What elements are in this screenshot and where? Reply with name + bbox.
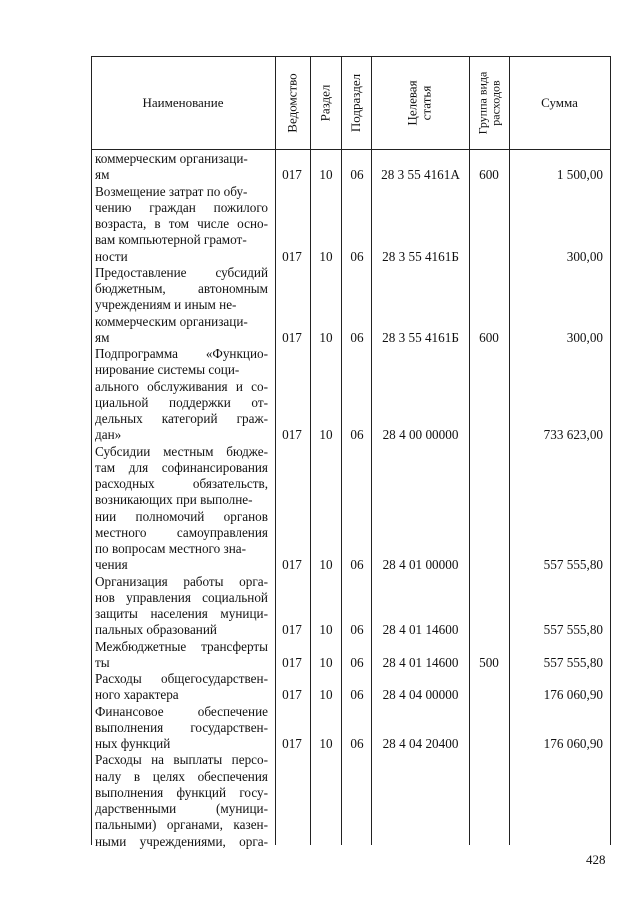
header-razdel	[310, 56, 341, 149]
name-line: пальных образований	[95, 622, 217, 638]
budget-table	[91, 56, 611, 849]
header-celevaya-line1: Целевая	[404, 79, 420, 126]
name-line: Расходы на выплаты персо-	[95, 752, 268, 768]
celevaya-value: 28 4 01 14600	[382, 622, 459, 638]
name-line: нирование системы соци-	[95, 362, 240, 378]
name-line: чению граждан пожилого	[95, 199, 268, 215]
name-line: по вопросам местного зна-	[95, 541, 247, 556]
summa-value: 300,00	[566, 248, 603, 264]
name-line: ям	[95, 167, 110, 183]
name-line: защиты населения муници-	[95, 606, 268, 621]
celevaya-value: 28 4 04 20400	[382, 736, 459, 751]
column-divider	[91, 56, 92, 845]
name-line: возраста, в том числе осно-	[95, 216, 268, 231]
razdel-value: 10	[319, 654, 333, 670]
podrazdel-value: 06	[350, 654, 364, 670]
podrazdel-value: 06	[350, 329, 364, 345]
name-line: Расходы общегосударствен-	[95, 671, 268, 686]
razdel-value: 10	[319, 557, 333, 573]
celevaya-value: 28 4 01 14600	[382, 654, 459, 670]
name-line: там для софинансирования	[95, 459, 268, 475]
vedomstvo-value: 017	[282, 654, 302, 670]
celevaya-value: 28 3 55 4161А	[381, 167, 460, 183]
vedomstvo-value: 017	[282, 427, 302, 443]
header-bottom-border	[91, 149, 611, 150]
header-summa	[509, 56, 610, 149]
podrazdel-value: 06	[350, 427, 364, 443]
name-line: Субсидии местным бюдже-	[95, 443, 268, 459]
page-number: 428	[586, 852, 606, 867]
name-line: пальными) органами, казен-	[95, 817, 268, 833]
gruppa-value: 600	[479, 167, 499, 183]
name-line: нии полномочий органов	[95, 508, 268, 524]
name-line: возникающих при выполне-	[95, 492, 253, 508]
vedomstvo-value: 017	[282, 622, 302, 638]
summa-value: 733 623,00	[543, 427, 603, 443]
name-line: коммерческим организаци-	[95, 151, 248, 166]
gruppa-value: 500	[479, 654, 499, 670]
column-divider	[610, 56, 611, 845]
name-line: Предоставление субсидий	[95, 264, 268, 280]
header-celevaya-label	[406, 80, 434, 125]
header-celevaya-line2: статья	[418, 85, 434, 120]
header-podrazdel-label: Подраздел	[348, 73, 364, 132]
summa-value: 557 555,80	[543, 557, 603, 573]
name-line: ям	[95, 329, 110, 345]
vedomstvo-value: 017	[282, 329, 302, 345]
name-line: циальной поддержки от-	[95, 394, 268, 410]
name-line: ными учреждениями, орга-	[95, 833, 268, 849]
celevaya-value: 28 3 55 4161Б	[382, 248, 459, 264]
name-line: расходных обязательств,	[95, 476, 268, 491]
vedomstvo-value: 017	[282, 248, 302, 264]
vedomstvo-value: 017	[282, 687, 302, 703]
name-line: дан»	[95, 427, 122, 443]
vedomstvo-value: 017	[282, 557, 302, 573]
header-gruppa	[469, 56, 509, 149]
celevaya-value: 28 3 55 4161Б	[382, 329, 459, 345]
vedomstvo-value: 017	[282, 167, 302, 183]
podrazdel-value: 06	[350, 736, 364, 751]
summa-value: 176 060,90	[543, 687, 603, 703]
header-name-label: Наименование	[142, 94, 224, 110]
podrazdel-value: 06	[350, 248, 364, 264]
name-line: ты	[95, 654, 110, 670]
razdel-value: 10	[319, 622, 333, 638]
celevaya-value: 28 4 01 00000	[382, 557, 459, 573]
name-line: дельных категорий граж-	[95, 411, 268, 426]
header-summa-label: Сумма	[541, 94, 578, 110]
razdel-value: 10	[319, 329, 333, 345]
header-gruppa-label	[476, 71, 502, 134]
name-line: Финансовое обеспечение	[95, 703, 268, 719]
name-line: Межбюджетные трансферты	[95, 638, 268, 654]
razdel-value: 10	[319, 248, 333, 264]
header-razdel-label: Раздел	[317, 84, 333, 121]
name-line: ности	[95, 248, 128, 264]
header-vedomstvo-label: Ведомство	[284, 72, 300, 133]
name-line: бюджетным, автономным	[95, 281, 268, 296]
name-line: вам компьютерной грамот-	[95, 232, 247, 248]
name-line: ного характера	[95, 687, 179, 703]
name-line: выполнения функций госу-	[95, 784, 268, 800]
summa-value: 1 500,00	[556, 167, 603, 183]
header-vedomstvo	[275, 56, 310, 149]
name-line: чения	[95, 557, 128, 573]
summa-value: 557 555,80	[543, 622, 603, 638]
celevaya-value: 28 4 04 00000	[382, 687, 459, 703]
vedomstvo-value: 017	[282, 736, 302, 751]
name-line: ального обслуживания и со-	[95, 378, 268, 394]
name-line: коммерческим организаци-	[95, 313, 248, 329]
podrazdel-value: 06	[350, 167, 364, 183]
name-line: выполнения государствен-	[95, 719, 268, 735]
razdel-value: 10	[319, 167, 333, 183]
razdel-value: 10	[319, 736, 333, 751]
header-podrazdel	[341, 56, 371, 149]
name-line: Подпрограмма «Функцио-	[95, 346, 268, 361]
name-line: Возмещение затрат по обу-	[95, 183, 248, 199]
name-line: нов управления социальной	[95, 589, 268, 605]
header-gruppa-line2: расходов	[488, 79, 502, 126]
name-line: учреждениям и иным не-	[95, 297, 237, 313]
razdel-value: 10	[319, 427, 333, 443]
name-line: ных функций	[95, 736, 171, 751]
header-name	[91, 56, 275, 149]
razdel-value: 10	[319, 687, 333, 703]
name-line: местного самоуправления	[95, 524, 268, 540]
name-line: дарственными (муници-	[95, 801, 268, 816]
podrazdel-value: 06	[350, 557, 364, 573]
podrazdel-value: 06	[350, 622, 364, 638]
name-line: Организация работы орга-	[95, 573, 268, 589]
celevaya-value: 28 4 00 00000	[382, 427, 459, 443]
summa-value: 300,00	[566, 329, 603, 345]
header-gruppa-line1: Группа вида	[475, 71, 489, 134]
gruppa-value: 600	[479, 329, 499, 345]
podrazdel-value: 06	[350, 687, 364, 703]
summa-value: 557 555,80	[543, 654, 603, 670]
summa-value: 176 060,90	[543, 736, 603, 751]
name-line: налу в целях обеспечения	[95, 768, 268, 784]
header-celevaya	[371, 56, 469, 149]
